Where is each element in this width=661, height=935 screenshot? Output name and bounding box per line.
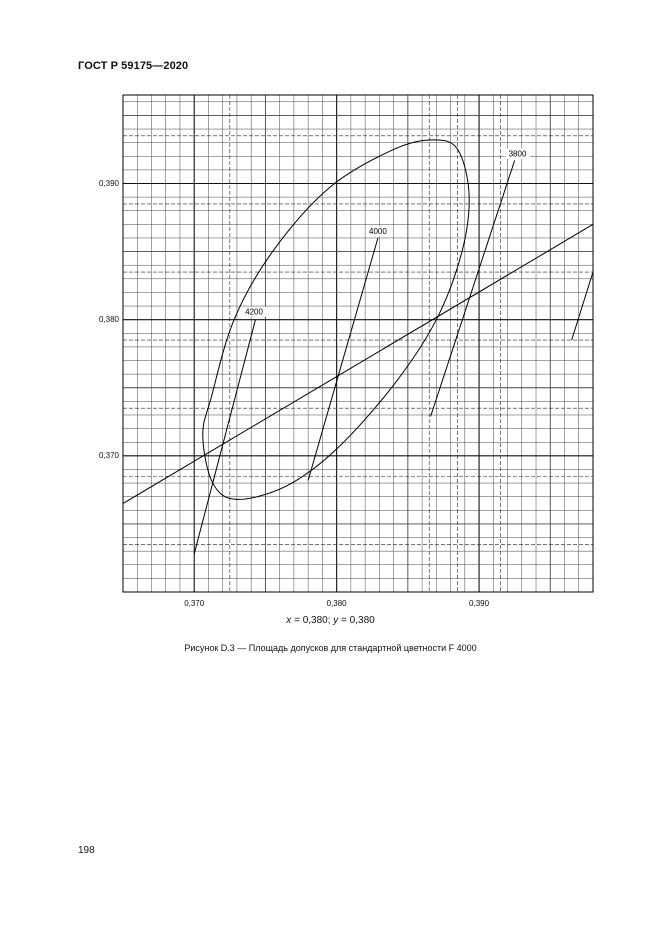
x-tick-label: 0,390 bbox=[469, 599, 490, 608]
center-coordinates bbox=[0, 615, 661, 626]
page-number: 198 bbox=[78, 845, 95, 856]
y-tick-label: 0,370 bbox=[98, 450, 119, 460]
isotherm-line bbox=[308, 238, 378, 480]
x-value-text: = 0,380; bbox=[291, 615, 334, 626]
x-symbol: x bbox=[286, 615, 292, 626]
isotherm-label: 4000 bbox=[369, 227, 387, 237]
y-symbol: y bbox=[333, 615, 339, 626]
y-tick-label: 0,380 bbox=[98, 314, 119, 324]
standard-header: ГОСТ Р 59175—2020 bbox=[78, 60, 189, 72]
isotherm-label: 3800 bbox=[508, 149, 527, 159]
isotherm-line bbox=[431, 160, 515, 416]
figure-caption: Рисунок D.3 — Площадь допусков для стандартной цветности F 4000 bbox=[184, 643, 477, 653]
x-tick-label: 0,380 bbox=[326, 599, 347, 608]
planckian-locus bbox=[123, 224, 593, 503]
chart-labels bbox=[242, 149, 529, 317]
isotherm-line bbox=[194, 320, 255, 554]
x-tick-label: 0,370 bbox=[184, 599, 205, 608]
plot-frame bbox=[123, 95, 593, 592]
y-value-text: = 0,380 bbox=[338, 615, 375, 626]
isotherm-label: 4200 bbox=[245, 307, 263, 317]
chart-grid bbox=[123, 95, 593, 592]
y-tick-label: 0,390 bbox=[98, 178, 119, 188]
